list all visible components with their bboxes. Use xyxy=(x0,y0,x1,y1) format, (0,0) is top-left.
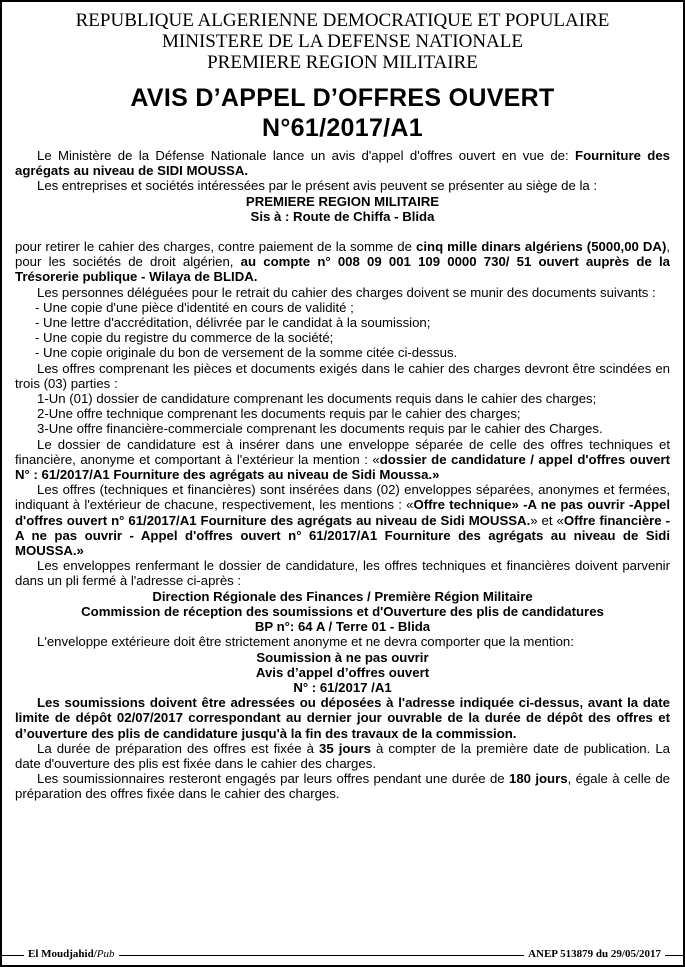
envelopes-paragraph xyxy=(15,482,670,558)
intro-object: Fourniture des agrégats au niveau de SIDI MOUSSA. xyxy=(15,148,670,179)
delegates-paragraph: Les personnes déléguées pour le retrait du cahier des charges doivent se munir des documents suivants : xyxy=(37,284,656,300)
footer-anep: ANEP 513879 du 29/05/2017 xyxy=(524,948,665,960)
candidature-paragraph xyxy=(15,437,670,483)
part-item: 1-Un (01) dossier de candidature comprenant les documents requis dans le cahier des charges; xyxy=(37,391,597,407)
destination-direction: Direction Régionale des Finances / Première Région Militaire xyxy=(152,588,533,604)
payment-amount: cinq mille dinars algériens (5000,00 DA) xyxy=(416,239,667,255)
delivery-paragraph: Les enveloppes renfermant le dossier de candidature, les offres techniques et financières doivent parvenir dans un pli fermé à l'adresse ci-après : xyxy=(15,558,670,589)
doc-item: - Une copie originale du bon de versement de la somme citée ci-dessus. xyxy=(35,345,458,361)
candidature-text: Le dossier de candidature est à insérer dans une enveloppe séparée de celle des offres techniques et financière, anonyme et comportant à l'extérieur la mention : « xyxy=(15,436,670,467)
financial-mention: Offre financière - A ne pas ouvrir - Appel d'offres ouvert n° 61/2017/A1 Fourniture des agrégats au niveau de Sidi MOUSSA. xyxy=(15,512,670,559)
candidature-mention: dossier de candidature / appel d'offres ouvert N° : 61/2017/A1 Fourniture des agrégats au niveau de Sidi Moussa. xyxy=(15,451,670,483)
notice-title xyxy=(2,83,683,143)
companies-paragraph: Les entreprises et sociétés intéressées par le présent avis peuvent se présenter au siège de la : xyxy=(37,178,598,194)
address-location: Sis à : Route de Chiffa - Blida xyxy=(250,208,435,224)
deadline-paragraph: Les soumissions doivent être adressées ou déposées à l'adresse indiquée ci-dessus, avant la date limite de dépôt 02/07/2017 correspondant au dernier jour ouvrable de la durée de dépôt des offres et d’ouverture des plis de candidature jusqu'à la fin des travaux de la commission. xyxy=(15,695,670,741)
destination-bp: BP n°: 64 A / Terre 01 - Blida xyxy=(254,619,431,635)
envelopes-text: Les offres (techniques et financières) sont insérées dans (02) enveloppes séparées, anonymes et fermées, indiquant à l'extérieur de chacune, respectivement, les mentions : « xyxy=(15,482,670,513)
part-item: 2-Une offre technique comprenant les documents requis par le cahier des charges; xyxy=(37,406,521,422)
mention-line-1: Soumission à ne pas ouvrir xyxy=(256,649,429,665)
candidature-close: » xyxy=(432,467,440,483)
technical-mention: Offre technique» -A ne pas ouvrir -Appel d'offres ouvert n° 61/2017/A1 Fourniture des agrégats au niveau de Sidi MOUSSA. xyxy=(15,497,670,528)
preparation-text-2: à compter de la première date de publication. La date d'ouverture des plis est fixée dans le cahier des charges. xyxy=(15,740,671,771)
validity-days: 180 jours xyxy=(508,771,568,787)
footer xyxy=(2,948,683,962)
preparation-text-1: La durée de préparation des offres est fixée à xyxy=(37,740,319,756)
spacer xyxy=(15,224,670,239)
mention-line-3: N° : 61/2017 /A1 xyxy=(293,679,392,695)
payment-text-2: , pour les sociétés de droit algérien, xyxy=(15,239,671,270)
title-main: AVIS D’APPEL D’OFFRES OUVERT xyxy=(130,84,555,112)
preparation-days: 35 jours xyxy=(318,740,371,756)
validity-text-2: , égale à celle de préparation des offres fixée dans le cahier des charges. xyxy=(15,771,670,802)
destination-commission: Commission de réception des soumissions et d'Ouverture des plis de candidatures xyxy=(81,603,604,619)
payment-account: au compte n° 008 09 001 109 0000 730/ 51 ouvert auprès de la Trésorerie publique - Wilaya de BLIDA. xyxy=(15,254,670,285)
doc-item: - Une copie du registre du commerce de la société; xyxy=(35,330,334,346)
title-number: N°61/2017/A1 xyxy=(262,114,423,142)
doc-item: - Une copie d'une pièce d'identité en cours de validité ; xyxy=(35,299,354,315)
notice-body xyxy=(15,148,670,802)
envelopes-close: » xyxy=(76,543,84,559)
validity-text-1: Les soumissionnaires resteront engagés par leurs offres pendant une durée de xyxy=(37,771,509,787)
outer-envelope-paragraph: L'enveloppe extérieure doit être strictement anonyme et ne devra comporter que la mention: xyxy=(37,634,574,650)
header-ministry: MINISTERE DE LA DEFENSE NATIONALE xyxy=(162,31,523,52)
mention-line-2: Avis d’appel d’offres ouvert xyxy=(255,664,430,680)
intro-text: Le Ministère de la Défense Nationale lance un avis d'appel d'offres ouvert en vue de: xyxy=(37,148,569,163)
header-region: PREMIERE REGION MILITAIRE xyxy=(207,52,478,73)
part-item: 3-Une offre financière-commerciale comprenant les documents requis par le cahier des Charges. xyxy=(37,421,603,437)
address-name: PREMIERE REGION MILITAIRE xyxy=(245,193,440,209)
header xyxy=(2,10,683,73)
intro-paragraph xyxy=(15,148,670,178)
envelopes-and: » et « xyxy=(530,512,564,528)
footer-newspaper: El Moudjahid/ xyxy=(28,948,97,960)
payment-text-1: pour retirer le cahier des charges, contre paiement de la somme de xyxy=(15,239,417,255)
validity-paragraph xyxy=(15,771,670,801)
doc-item: - Une lettre d'accréditation, délivrée par le candidat à la soumission; xyxy=(35,315,431,331)
footer-publication xyxy=(24,948,119,960)
preparation-paragraph xyxy=(15,741,670,771)
footer-pub: Pub xyxy=(96,948,115,960)
header-republic: REPUBLIQUE ALGERIENNE DEMOCRATIQUE ET POPULAIRE xyxy=(75,10,610,31)
offers-paragraph: Les offres comprenant les pièces et documents exigés dans le cahier des charges devront être scindées en trois (03) parties : xyxy=(15,360,670,391)
payment-paragraph xyxy=(15,239,670,285)
